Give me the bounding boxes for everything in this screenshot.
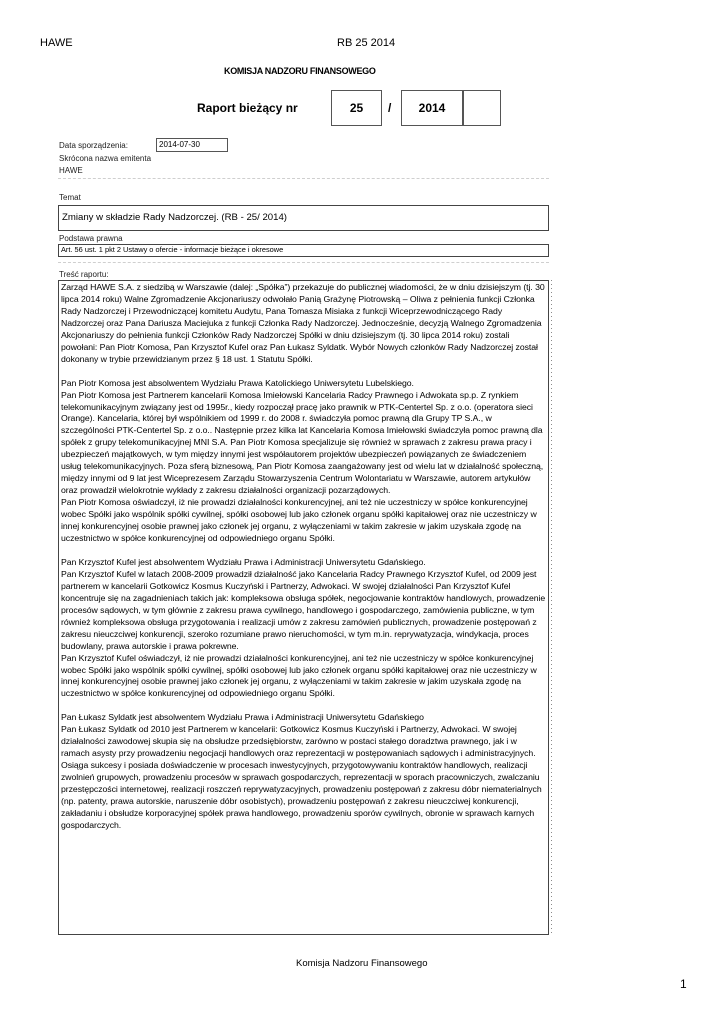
report-title: Raport bieżący nr [197, 101, 298, 115]
content-label: Treść raportu: [59, 270, 109, 279]
content-paragraph: Pan Piotr Komosa jest absolwentem Wydziału Prawa Katolickiego Uniwersytetu Lubelskiego. [61, 377, 414, 388]
content-paragraph: Zarząd HAWE S.A. z siedzibą w Warszawie (dalej: „Spółka”) przekazuje do publicznej wiadomości, że w dniu dzisiejszym (tj. 30 lipca 2014 roku) Walne Zgromadzenie Akcjonariuszy odwołało Panią Grażynę Piotrowską – Oliwa z pełnienia funkcji Członka Rady Nadzorczej i Przewodniczącej komitetu Audytu, Pana Tomasza Misiaka z funkcji Wiceprzewodniczącego Rady Nadzorczej oraz Pana Dariusza Maciejuka z funkcji Członka Rady Nadzorczej. Jednocześnie, decyzją Walnego Zgromadzenia Akcjonariuszy do pełnienia funkcji Członków Rady Nadzorczej Spółki w dniu dzisiejszym (tj. 30 lipca 2014 roku) zostali powołani: Pan Piotr Komosa, Pan Krzysztof Kufel oraz Pan Łukasz Syldatk. Wybór Nowych członków Rady Nadzorczej został dokonany w trybie przewidzianym przez § 18 ust. 1 Statutu Spółki. [61, 282, 545, 364]
report-number-box [331, 90, 382, 126]
date-label: Data sporządzenia: [59, 141, 128, 150]
content-paragraph: Pan Krzysztof Kufel oświadczył, iż nie prowadzi działalności konkurencyjnej, ani też nie uczestniczy w spółce konkurencyjnej wobec Spółki jako wspólnik spółki cywilnej, spółki osobowej lub jako członek organu spółki kapitałowej oraz nie uczestniczy w innej konkurencyjnej osobie prawnej jako członek jej organu, z wyłączeniami w takim zakresie w jakim uzyskała zgodę na uczestnictwo w spółce konkurencyjnej od odpowiedniego organu Spółki. [61, 652, 537, 699]
header-company: HAWE [40, 37, 73, 49]
report-year: 2014 [418, 101, 446, 115]
content-paragraph [61, 700, 546, 712]
divider [58, 262, 549, 263]
report-number: 25 [349, 101, 364, 115]
content-paragraph: Pan Łukasz Syldatk jest absolwentem Wydziału Prawa i Administracji Uniwersytetu Gdańskiego [61, 712, 424, 723]
divider [58, 178, 549, 179]
topic-field [58, 205, 549, 231]
report-year-box [401, 90, 463, 126]
date-value: 2014-07-30 [159, 140, 200, 149]
issuer-label: Skrócona nazwa emitenta [59, 154, 152, 163]
basis-label: Podstawa prawna [59, 234, 123, 243]
content-paragraph: Pan Krzysztof Kufel jest absolwentem Wydziału Prawa i Administracji Uniwersytetu Gdańskiego. [61, 556, 426, 567]
issuer-value: HAWE [59, 166, 83, 175]
topic-label: Temat [59, 193, 81, 202]
content-paragraph: Pan Piotr Komosa oświadczył, iż nie prowadzi działalności konkurencyjnej, ani też nie uczestniczy w spółce konkurencyjnej wobec Spółki jako wspólnik spółki cywilnej, spółki osobowej lub jako członek organu spółki kapitałowej oraz nie uczestniczy w innej konkurencyjnej osobie prawnej jako członek jej organu, z wyłączeniami w takim zakresie w jakim uzyskała zgodę na uczestnictwo w spółce konkurencyjnej od odpowiedniego organu Spółki. [61, 497, 537, 544]
date-field [156, 138, 228, 152]
regulator-name: KOMISJA NADZORU FINANSOWEGO [224, 66, 376, 76]
header-report-ref: RB 25 2014 [337, 37, 396, 49]
content-paragraph [61, 545, 546, 557]
footer-text: Komisja Nadzoru Finansowego [296, 958, 428, 969]
report-extra-box [463, 90, 501, 126]
content-paragraph [61, 366, 546, 378]
basis-field [58, 244, 549, 257]
page-number: 1 [680, 977, 687, 991]
dotted-scroll-track-icon [549, 280, 554, 935]
content-scrollbar[interactable] [549, 280, 554, 935]
content-paragraph: Pan Łukasz Syldatk od 2010 jest Partnerem w kancelarii: Gotkowicz Kosmus Kuczyński i Partnerzy, Adwokaci. W swojej działalności zawodowej skupia się na obsłudze przedsiębiorstw, zarówno w postaci stałego doradztwa prawnego, jak i w ramach asysty przy prowadzeniu negocjacji handlowych oraz reprezentacji w postępowaniach sądowych i administracyjnych. Osiąga sukcesy i posiada doświadczenie w procesach inwestycyjnych, przygotowywaniu kontraktów handlowych, realizacji zwolnień grupowych, prowadzeniu procesów w sprawach gospodarczych, reprezentacji w sporach pracowniczych, zwalczaniu przestępczości internetowej, realizacji roszczeń reprywatyzacyjnych, prowadzeniu postępowań z zakresu dóbr niematerialnych (np. patenty, prawa autorskie, naruszenie dóbr osobistych), prowadzeniu postępowań z zakresu nieuczciwej konkurencji, zakładaniu i obsłudze korporacyjnej spółek prawa handlowego, prowadzeniu sporów cywilnych, obronie w sprawach karnych gospodarczych. [61, 724, 542, 830]
topic-value: Zmiany w składzie Rady Nadzorczej. (RB - 25/ 2014) [62, 212, 288, 223]
content-paragraph: Pan Piotr Komosa jest Partnerem kancelarii Komosa Imiełowski Kancelaria Radcy Prawnego i Adwokata sp.p. Z rynkiem telekomunikacyjnym związany jest od 1995r., kiedy rozpoczął pracę jako prawnik w PTK-Centertel Sp. z o.o. (operatora sieci Orange). Kancelaria, której był wspólnikiem od 1999 r. do 2008 r. świadczyła pomoc prawną dla Grupy TP S.A., w szczególności PTK-Centertel Sp. z o.o.. Następnie przez kilka lat Kancelaria Komosa Imiełowski świadczyła pomoc prawną dla spółek z grupy telekomunikacyjnej MNI S.A. Pan Piotr Komosa specjalizuje się również w sprawach z zakresu prawa pracy i ubezpieczeń majątkowych, w tym między innymi jest współautorem projektów ubezpieczeń powiązanych ze świadczeniem usług telekomunikacyjnych. Poza sferą biznesową, Pan Piotr Komosa zaangażowany jest od wielu lat w działalność społeczną, między innymi od 9 lat jest Wiceprezesem Zarządu Stowarzyszenia Centrum Wolontariatu w Warszawie, autorem artykułów oraz prowadził wielokrotnie wykłady z zakresu działalności organizacji pozarządowych. [61, 389, 544, 496]
report-separator: / [388, 101, 392, 115]
content-paragraph: Pan Krzysztof Kufel w latach 2008-2009 prowadził działalność jako Kancelaria Radcy Prawnego Krzysztof Kufel, od 2009 jest partnerem w kancelarii Gotkowicz Kosmus Kuczyński i Partnerzy, Adwokaci. W swojej działalności Pan Krzysztof Kufel koncentruje się na zagadnieniach takich jak: kompleksowa obsługa spółek, negocjowanie kontraktów handlowych, prowadzenie procesów sądowych, w tym głównie z zakresu prawa cywilnego, handlowego i gospodarczego, zamówienia publiczne, w tym również kompleksowa obsługa przygotowania i realizacji umów z zakresu zamówień publicznych, prowadzenie postępowań z zakresu nieuczciwej konkurencji, szeroko rozumiane prawo nieruchomości, w tym m.in. reprywatyzacja, windykacja, proces budowlany, prawa autorskie i prawa pokrewne. [61, 568, 546, 651]
basis-value: Art. 56 ust. 1 pkt 2 Ustawy o ofercie - informacje bieżące i okresowe [61, 245, 284, 254]
report-content[interactable] [58, 280, 549, 935]
